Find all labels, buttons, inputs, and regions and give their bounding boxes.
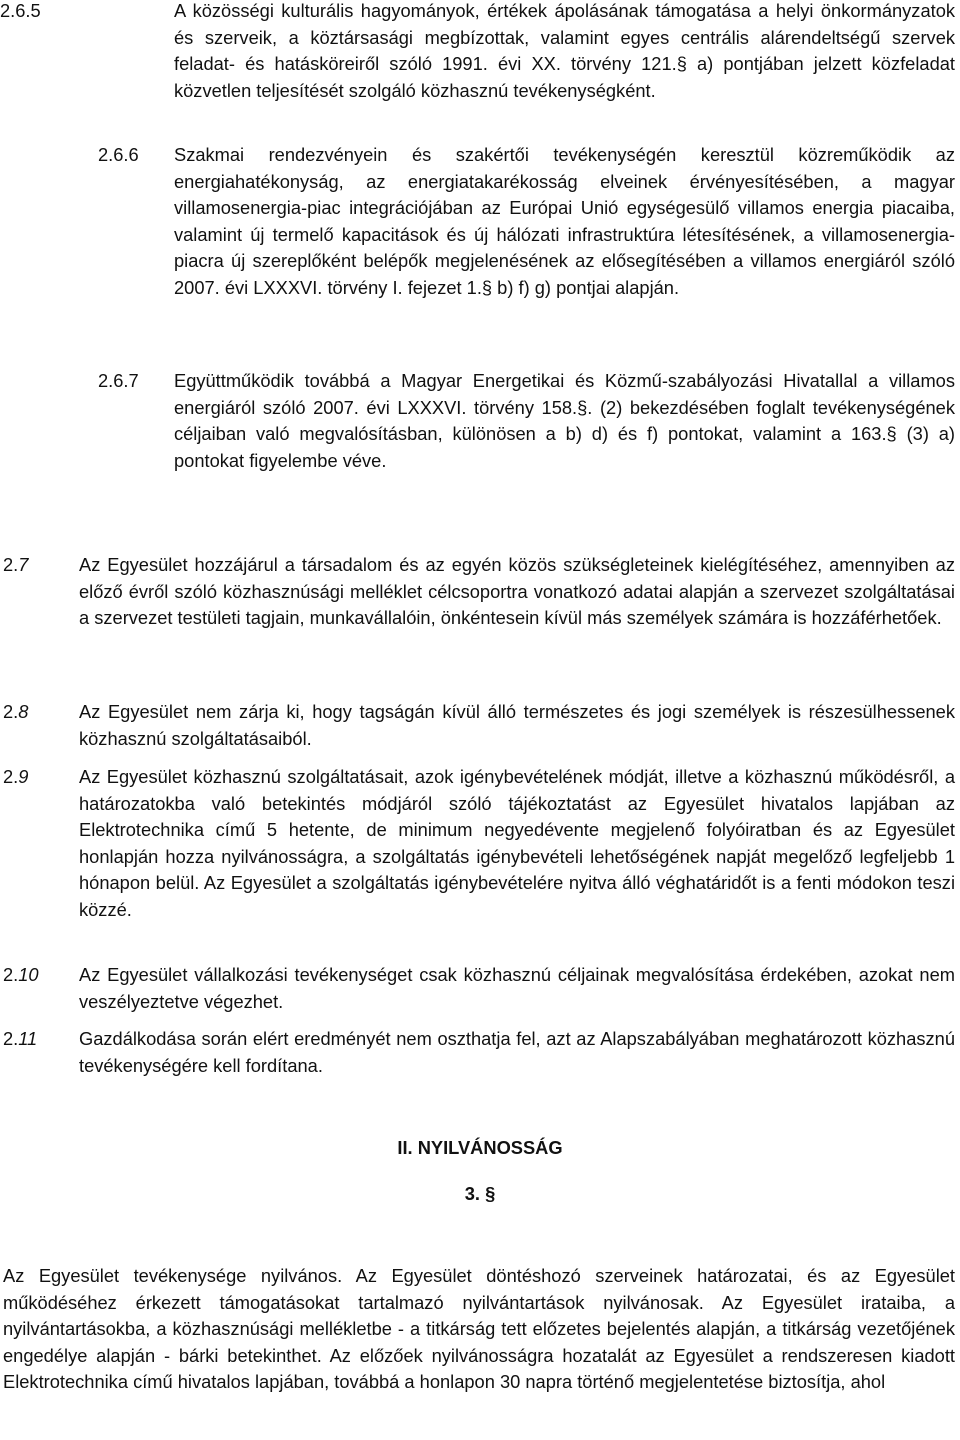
clause-text: Gazdálkodása során elért eredményét nem oszthatja fel, azt az Alapszabályában meghatározott közhasznú tevékenységére kell fordítana. — [79, 1028, 955, 1076]
clause-2-7 — [3, 552, 955, 632]
clause-2-6-5 — [0, 0, 955, 104]
clause-number: 2.6.7 — [98, 370, 139, 391]
clause-number: 2.6.5 — [0, 0, 41, 21]
clause-2-6-7 — [98, 368, 955, 474]
clause-number: 2.9 — [3, 766, 29, 787]
clause-text: Az Egyesület vállalkozási tevékenységet csak közhasznú céljainak megvalósítása érdekében, azokat nem veszélyeztetve végezhet. — [79, 964, 955, 1012]
section-title: II. NYILVÁNOSSÁG — [397, 1137, 563, 1158]
clause-text: Az Egyesület nem zárja ki, hogy tagságán kívül álló természetes és jogi személyek is részesülhessenek közhasznú szolgáltatásaiból. — [79, 701, 955, 749]
section-number: 3. § — [464, 1183, 496, 1204]
clause-number: 2.8 — [3, 701, 29, 722]
clause-text: Szakmai rendezvényein és szakértői tevékenységén keresztül közreműködik az energiahatékonyság, az energiatakarékosság elveinek érvényesítésében, a magyar villamosenergia-piac integrációjában az Európai Unió egységesülő villamos energia piacaiba, valamint új termelő kapacitások és új hálózati infrastruktúra létesítésének, a villamosenergia-piacra új szereplőként belépők megjelenésének az elősegítésében a villamos energiáról szóló 2007. évi LXXXVI. törvény I. fejezet 1.§ b) f) g) pontjai alapján. — [174, 144, 955, 298]
clause-2-11 — [3, 1026, 955, 1079]
clause-text: Az Egyesület közhasznú szolgáltatásait, azok igénybevételének módját, illetve a közhasznú működésről, a határozatokba való betekintés módjáról szóló tájékoztatást az Egyesület hivatalos lapjában az Elektrotechnika című 5 hetente, de minimum negyedévente megjelenő folyóiratban és az Egyesület honlapján hozza nyilvánosságra, a szolgáltatás igénybevételi lehetőségének napját megelőző legfeljebb 1 hónapon belül. Az Egyesület a szolgáltatás igénybevételére nyitva álló véghatáridőt is a fenti módokon teszi közzé. — [79, 766, 955, 920]
clause-number: 2.10 — [3, 964, 39, 985]
clause-number: 2.11 — [3, 1028, 38, 1049]
clause-2-8 — [3, 699, 955, 752]
clause-text: Együttműködik továbbá a Magyar Energetikai és Közmű-szabályozási Hivatallal a villamos energiáról szóló 2007. évi LXXXVI. törvény 158.§. (2) bekezdésében foglalt tevékenységének céljaiban való megvalósításban, különösen a b) d) és f) pontokat, valamint a 163.§ (3) a) pontokat figyelembe véve. — [174, 370, 955, 471]
clause-number: 2.6.6 — [98, 144, 139, 165]
clause-2-6-6 — [98, 142, 955, 301]
section-paragraph: Az Egyesület tevékenysége nyilvános. Az Egyesület döntéshozó szerveinek határozatai, és az Egyesület működéséhez érkezett támogatásokat tartalmazó nyilvántartások nyilvánosak. Az Egyesület irataiba, a nyilvántartásokba, a közhasznúsági mellékletbe - a titkárság tett előzetes bejelentés alapján, a titkárság vezetőjének engedélye alapján - bárki betekinthet. Az előzőek nyilvánosságra hozatalát az Egyesület a rendszeresen kiadott Elektrotechnika című hivatalos lapjában, továbbá a honlapon 30 napra történő megjelentetése biztosítja, ahol — [3, 1265, 955, 1393]
clause-text: A közösségi kulturális hagyományok, értékek ápolásának támogatása a helyi önkormányzatok és szerveik, a köztársasági megbízottak, valamint egyes centrális alárendeltségű szervek feladat- és hatásköreiről szóló 1991. évi XX. törvény 121.§ a) pontjában jelzett közfeladat közvetlen teljesítését szolgáló közhasznú tevékenységként. — [174, 0, 955, 101]
clause-number: 2.7 — [3, 554, 29, 575]
clause-text: Az Egyesület hozzájárul a társadalom és az egyén közös szükségleteinek kielégítéséhez, amennyiben az előző évről szóló közhasznúsági melléklet célcsoportra vonatkozó adatai alapján a szervezet szolgáltatásai a szervezet testületi tagjain, munkavállalóin, önkéntesein kívül más személyek számára is hozzáférhetőek. — [79, 554, 955, 628]
clause-2-10 — [3, 962, 955, 1015]
clause-2-9 — [3, 764, 955, 923]
